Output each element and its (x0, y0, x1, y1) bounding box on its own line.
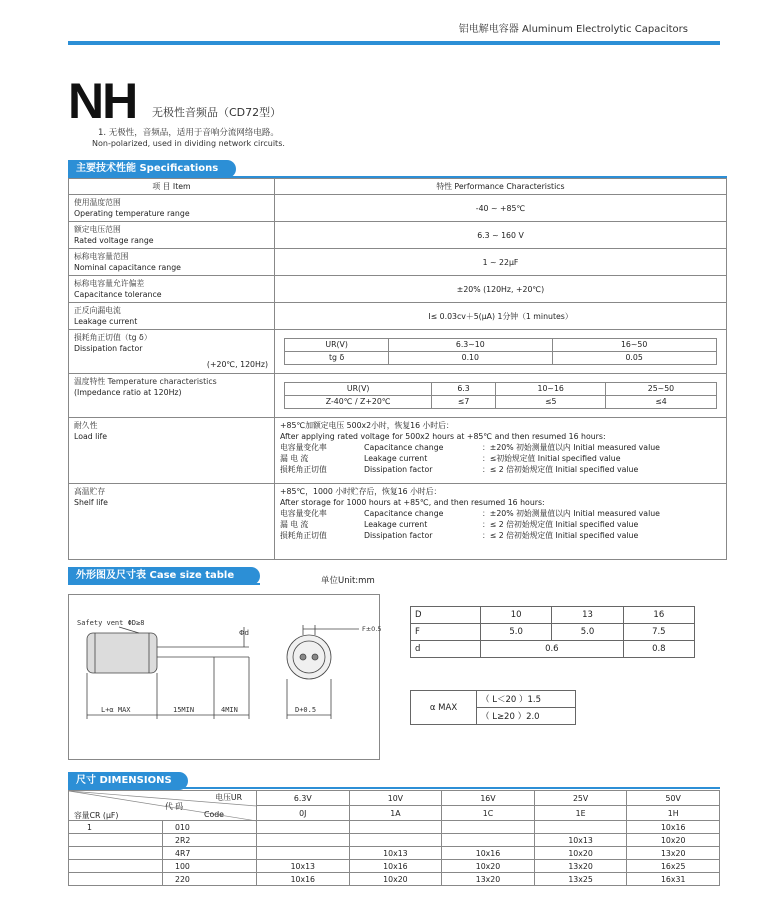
voltage-header: 16V (442, 791, 535, 806)
spec-row (69, 195, 727, 222)
size-cell: 10x16 (627, 821, 720, 834)
dim-cell: F (411, 624, 481, 641)
load-crit-en: Dissipation factor (364, 465, 433, 474)
shelf-crit-value: ：±20% 初始测量值以内 Initial measured value (482, 509, 660, 518)
spec-label-cn: 标称电容量范围 (74, 252, 129, 261)
spec-label-en: Nominal capacitance range (74, 263, 181, 272)
size-cell (349, 834, 442, 847)
code-label: 代 码 (165, 802, 184, 811)
load-line-cn: +85℃加额定电压 500x2小时，恢复16 小时后： (280, 421, 454, 430)
df-cell: UR(V) (285, 339, 388, 352)
spec-value: -40 ~ +85℃ (275, 195, 727, 222)
temp-cell: 10~16 (496, 383, 606, 396)
shelf-crit-en: Capacitance change (364, 509, 444, 518)
alpha-value: （ L≥20 ）2.0 (477, 708, 576, 725)
case-drawing-box (68, 594, 380, 760)
df-cell: 0.05 (552, 352, 716, 365)
lead-diameter-label: Φd (239, 629, 249, 637)
table-row (69, 834, 720, 847)
spec-row-temperature (69, 374, 727, 418)
size-cell: 10x20 (534, 847, 627, 860)
capacitor-body-shape (87, 633, 157, 673)
dim-cell: 0.8 (623, 641, 694, 658)
voltage-label: 电压UR (215, 793, 242, 802)
series-feature-en: Non-polarized, used in dividing network circuits. (92, 139, 285, 148)
spec-row (69, 249, 727, 276)
cap-cell (69, 860, 163, 873)
load-label-en: Load life (74, 432, 108, 441)
size-cell: 10x13 (534, 834, 627, 847)
size-cell: 10x20 (442, 860, 535, 873)
case-section-rule (68, 583, 260, 585)
df-cell: tg δ (285, 352, 388, 365)
shelf-label-en: Shelf life (74, 498, 108, 507)
load-crit-en: Capacitance change (364, 443, 444, 452)
spec-table (68, 178, 727, 560)
cap-cell: 1 (69, 821, 163, 834)
spec-perf-header: 特性 Performance Characteristics (275, 179, 727, 195)
code-header: 1A (349, 806, 442, 821)
length-label: L+α MAX (101, 706, 131, 714)
spec-value: 1 ~ 22μF (275, 249, 727, 276)
load-crit-value: ：≤ 2 倍初始规定值 Initial specified value (482, 465, 639, 474)
shelf-crit-cn: 损耗角正切值 (280, 531, 327, 540)
code-header: 1C (442, 806, 535, 821)
shelf-crit-value: ：≤ 2 倍初始规定值 Initial specified value (482, 520, 639, 529)
size-cell (349, 821, 442, 834)
code-cell: 4R7 (163, 847, 257, 860)
cap-cell (69, 834, 163, 847)
temp-table (284, 382, 716, 409)
code-cell: 220 (163, 873, 257, 886)
size-cell: 10x16 (442, 847, 535, 860)
cap-cell (69, 847, 163, 860)
size-cell: 10x16 (349, 860, 442, 873)
size-cell: 16x31 (627, 873, 720, 886)
shelf-crit-cn: 电容量变化率 (280, 509, 327, 518)
size-cell (257, 821, 350, 834)
df-cell: 0.10 (388, 352, 552, 365)
case-dimension-table (410, 606, 695, 658)
df-condition: (+20℃, 120Hz) (206, 360, 268, 369)
shelf-label-cn: 高温贮存 (74, 487, 106, 496)
voltage-header: 10V (349, 791, 442, 806)
safety-vent-label: Safety vent ΦD≥8 (77, 619, 145, 627)
temp-cell: Z-40℃ / Z+20℃ (285, 396, 432, 409)
shelf-crit-cn: 漏 电 流 (280, 520, 309, 529)
capacitance-label: 容量CR (μF) (74, 811, 119, 820)
spec-row (69, 303, 727, 330)
df-cell: 16~50 (552, 339, 716, 352)
temp-label-en: (Impedance ratio at 120Hz) (74, 388, 182, 397)
shelf-crit-en: Leakage current (364, 520, 428, 529)
shelf-line-cn: +85℃，1000 小时贮存后，恢复16 小时后： (280, 487, 442, 496)
code-cell: 100 (163, 860, 257, 873)
load-crit-en: Leakage current (364, 454, 428, 463)
dim-cell: 16 (623, 607, 694, 624)
load-label-cn: 耐久性 (74, 421, 98, 430)
size-cell (534, 821, 627, 834)
size-cell (442, 834, 535, 847)
df-label-cn: 损耗角正切值（tg δ） (74, 333, 152, 342)
spec-row-shelf-life (69, 484, 727, 560)
spec-item-header: 项 目 Item (69, 179, 275, 195)
table-row (69, 873, 720, 886)
spec-row (69, 222, 727, 249)
df-cell: 6.3~10 (388, 339, 552, 352)
spec-label-cn: 标称电容量允许偏差 (74, 279, 145, 288)
dim-cell: 0.6 (481, 641, 624, 658)
size-cell: 10x20 (349, 873, 442, 886)
voltage-header: 6.3V (257, 791, 350, 806)
dims-section-header: 尺寸 DIMENSIONS (68, 772, 188, 790)
spec-row (69, 276, 727, 303)
series-code: NH (68, 73, 137, 129)
spec-value: 6.3 ~ 160 V (275, 222, 727, 249)
temp-cell: ≤5 (496, 396, 606, 409)
spec-label-en: Capacitance tolerance (74, 290, 162, 299)
df-table (284, 338, 716, 365)
unit-label: 单位Unit:mm (321, 576, 375, 586)
spec-row-load-life (69, 418, 727, 484)
header-divider (68, 41, 720, 45)
size-cell (442, 821, 535, 834)
shelf-line-en: After storage for 1000 hours at +85℃, and then resumed 16 hours: (280, 498, 545, 507)
alpha-value: （ L＜20 ）1.5 (477, 691, 576, 708)
min4-label: 4MIN (221, 706, 238, 714)
alpha-label: α MAX (411, 691, 477, 725)
size-cell: 13x25 (534, 873, 627, 886)
code-label-en: Code (204, 810, 224, 819)
size-cell: 16x25 (627, 860, 720, 873)
spec-label-en: Operating temperature range (74, 209, 190, 218)
dim-cell: d (411, 641, 481, 658)
size-cell: 13x20 (627, 847, 720, 860)
temp-cell: 6.3 (432, 383, 496, 396)
dimensions-table (68, 790, 720, 886)
code-header: 1H (627, 806, 720, 821)
size-cell: 13x20 (442, 873, 535, 886)
alpha-table (410, 690, 576, 725)
spec-label-en: Leakage current (74, 317, 138, 326)
spec-label-cn: 使用温度范围 (74, 198, 121, 207)
code-cell: 010 (163, 821, 257, 834)
code-header: 0J (257, 806, 350, 821)
dim-cell: 5.0 (481, 624, 552, 641)
voltage-header: 50V (627, 791, 720, 806)
code-cell: 2R2 (163, 834, 257, 847)
temp-cell: ≤4 (606, 396, 716, 409)
capacitor-end-view (287, 635, 331, 679)
df-label-en: Dissipation factor (74, 344, 143, 353)
size-cell: 10x13 (257, 860, 350, 873)
size-cell (257, 834, 350, 847)
load-crit-value: ：≤初始规定值 Initial specified value (482, 454, 621, 463)
diameter-label: D+0.5 (295, 706, 317, 714)
load-line-en: After applying rated voltage for 500x2 hours at +85℃ and then resumed 16 hours: (280, 432, 606, 441)
cap-cell (69, 873, 163, 886)
temp-cell: ≤7 (432, 396, 496, 409)
spec-section-header: 主要技术性能 Specifications (68, 160, 236, 178)
dims-section-rule (68, 787, 720, 789)
dim-cell: D (411, 607, 481, 624)
capacitor-drawing (69, 595, 382, 759)
load-crit-cn: 损耗角正切值 (280, 465, 327, 474)
spec-row-dissipation (69, 330, 727, 374)
table-row (69, 847, 720, 860)
lead-spacing-label: F±0.5 (362, 625, 382, 633)
min15-label: 15MIN (173, 706, 195, 714)
load-crit-cn: 电容量变化率 (280, 443, 327, 452)
dim-cell: 7.5 (623, 624, 694, 641)
temp-cell: UR(V) (285, 383, 432, 396)
size-cell: 10x20 (627, 834, 720, 847)
temp-cell: 25~50 (606, 383, 716, 396)
dims-corner-cell (69, 791, 257, 821)
series-feature-cn: 1. 无极性，音频品，适用于音响分流网络电路。 (98, 128, 279, 138)
spec-value: I≤ 0.03cv＋5(μA) 1分钟（1 minutes） (275, 303, 727, 330)
shelf-crit-en: Dissipation factor (364, 531, 433, 540)
page-header-title: 铝电解电容器 Aluminum Electrolytic Capacitors (458, 24, 688, 35)
voltage-header: 25V (534, 791, 627, 806)
dim-cell: 5.0 (552, 624, 623, 641)
size-cell: 10x16 (257, 873, 350, 886)
spec-label-cn: 额定电压范围 (74, 225, 121, 234)
table-row (69, 821, 720, 834)
spec-value: ±20% (120Hz, +20℃) (275, 276, 727, 303)
dim-cell: 10 (481, 607, 552, 624)
table-row (69, 860, 720, 873)
spec-label-cn: 正反向漏电流 (74, 306, 121, 315)
load-crit-cn: 漏 电 流 (280, 454, 309, 463)
dim-cell: 13 (552, 607, 623, 624)
size-cell: 10x13 (349, 847, 442, 860)
series-description: 无极性音频品（CD72型） (152, 106, 282, 119)
temp-label: 温度特性 Temperature characteristics (74, 377, 217, 386)
case-section-header: 外形图及尺寸表 Case size table (68, 567, 260, 585)
code-header: 1E (534, 806, 627, 821)
load-crit-value: ：±20% 初始测量值以内 Initial measured value (482, 443, 660, 452)
size-cell: 13x20 (534, 860, 627, 873)
size-cell (257, 847, 350, 860)
spec-label-en: Rated voltage range (74, 236, 154, 245)
shelf-crit-value: ：≤ 2 倍初始规定值 Initial specified value (482, 531, 639, 540)
